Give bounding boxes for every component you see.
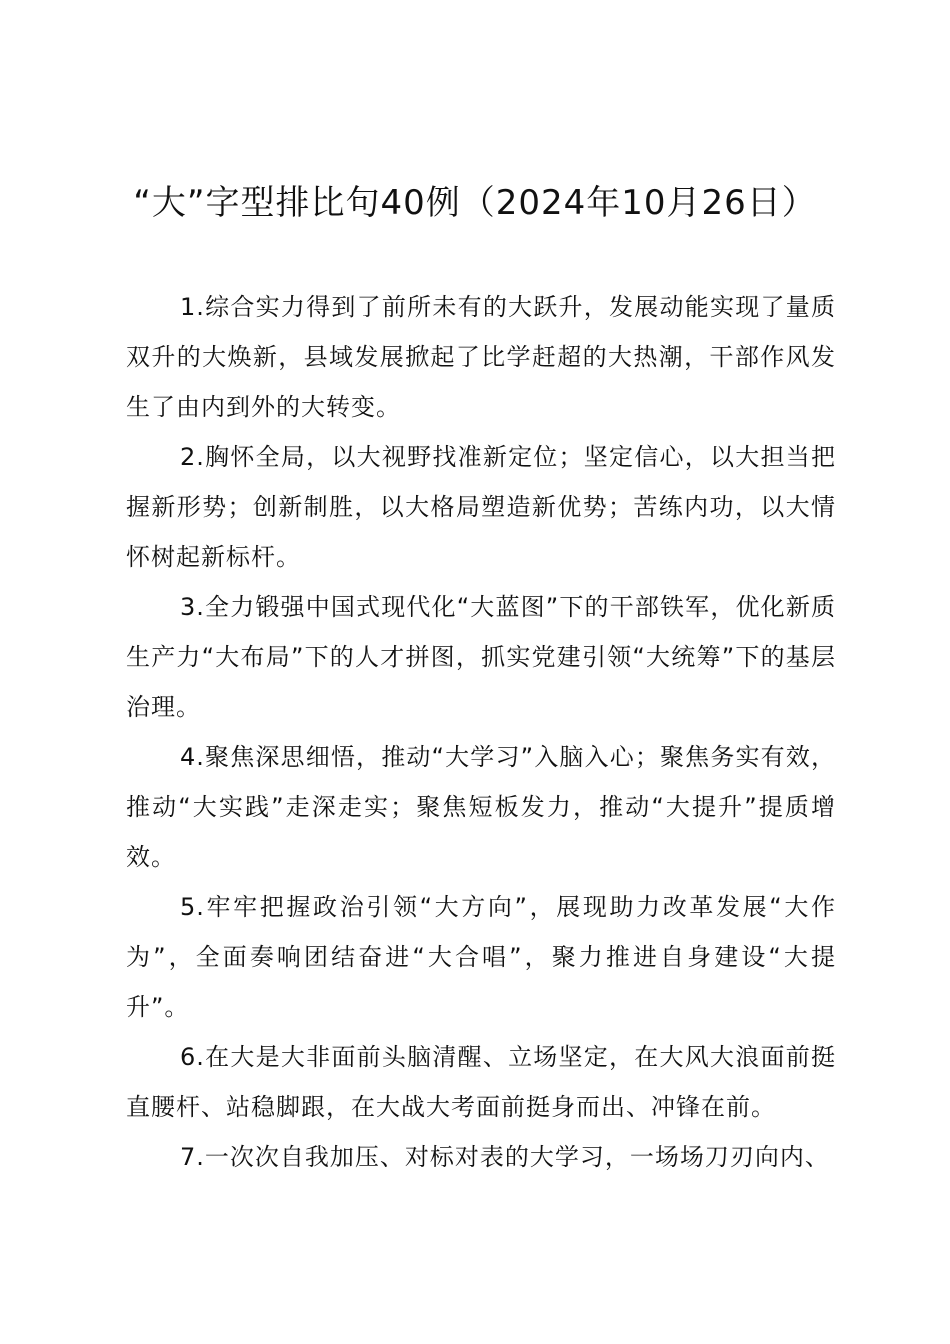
document-title: “大”字型排比句40例（2024年10月26日） — [133, 183, 817, 223]
paragraph-4: 4.聚焦深思细悟，推动“大学习”入脑入心；聚焦务实有效，推动“大实践”走深走实；聚焦短板发力，推动“大提升”提质增效。 — [126, 743, 836, 871]
paragraph-6: 6.在大是大非面前头脑清醒、立场坚定，在大风大浪面前挺直腰杆、站稳脚跟，在大战大考面前挺身而出、冲锋在前。 — [126, 1043, 836, 1121]
paragraph-7: 7.一次次自我加压、对标对表的大学习，一场场刀刃向内、 — [180, 1143, 830, 1171]
paragraph-2: 2.胸怀全局，以大视野找准新定位；坚定信心，以大担当把握新形势；创新制胜，以大格局塑造新优势；苦练内功，以大情怀树起新标杆。 — [126, 443, 836, 571]
paragraph-5: 5.牢牢把握政治引领“大方向”，展现助力改革发展“大作为”，全面奏响团结奋进“大合唱”，聚力推进自身建设“大提升”。 — [126, 893, 836, 1021]
paragraph-3: 3.全力锻强中国式现代化“大蓝图”下的干部铁军，优化新质生产力“大布局”下的人才拼图，抓实党建引领“大统筹”下的基层治理。 — [126, 593, 836, 721]
document-body — [126, 282, 836, 1182]
paragraph-1: 1.综合实力得到了前所未有的大跃升，发展动能实现了量质双升的大焕新，县域发展掀起了比学赶超的大热潮，干部作风发生了由内到外的大转变。 — [126, 293, 836, 421]
